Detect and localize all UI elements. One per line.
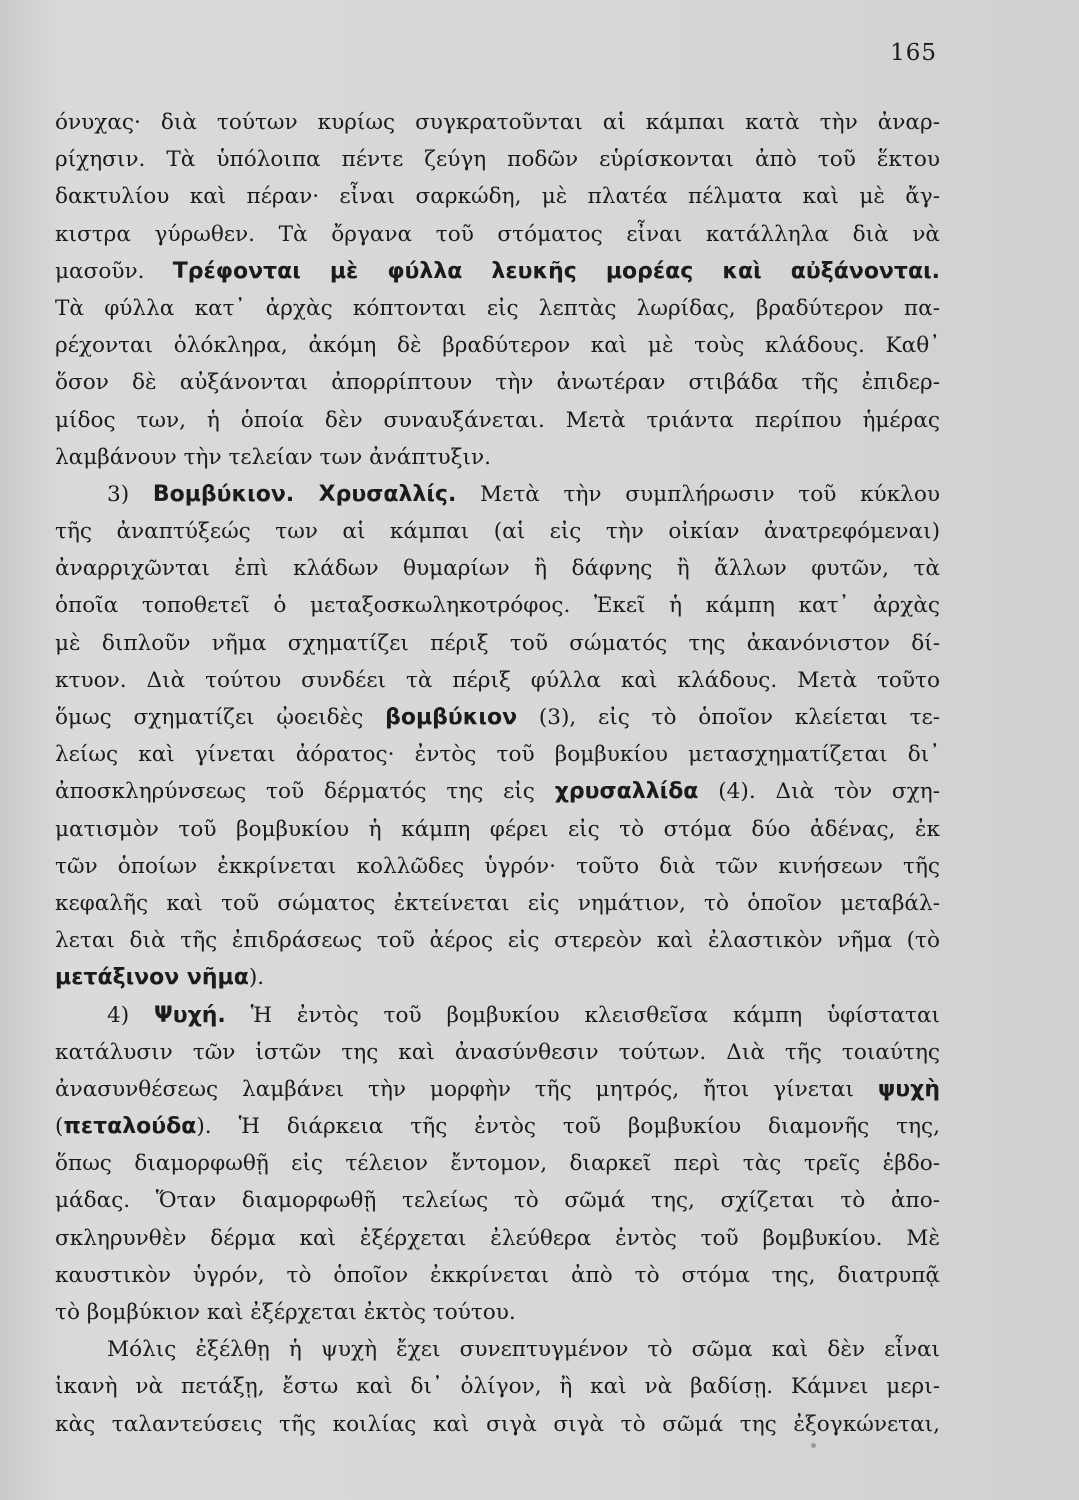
text-line: μίδος των, ἡ ὁποία δὲν συναυξάνεται. Μετὰ τριάντα περίπου ἡμέρας: [55, 407, 940, 433]
page-number: 165: [890, 40, 937, 66]
text-line: κιστρα γύρωθεν. Τὰ ὄργανα τοῦ στόματος εἶναι κατάλληλα διὰ νὰ: [55, 221, 940, 247]
text-line: λεται διὰ τῆς ἐπιδράσεως τοῦ ἀέρος εἰς στερεὸν καὶ ἐλαστικὸν νῆμα (τὸ: [55, 928, 940, 954]
text-line: μὲ διπλοῦν νῆμα σχηματίζει πέριξ τοῦ σώματός της ἀκανόνιστον δί-: [55, 630, 940, 656]
text-line: κεφαλῆς καὶ τοῦ σώματος ἐκτείνεται εἰς νημάτιον, τὸ ὁποῖον μεταβάλ-: [55, 890, 940, 916]
text-line: (πεταλούδα). Ἡ διάρκεια τῆς ἐντὸς τοῦ βομβυκίου διαμονῆς της,: [55, 1114, 940, 1140]
section-title: Βομβύκιον. Χρυσαλλίς.: [152, 481, 457, 507]
text-line: Τὰ φύλλα κατ᾽ ἀρχὰς κόπτονται εἰς λεπτὰς λωρίδας, βραδύτερον πα-: [55, 295, 940, 321]
text-line: κτυον. Διὰ τούτου συνδέει τὰ πέριξ φύλλα καὶ κλάδους. Μετὰ τοῦτο: [55, 667, 940, 693]
bold-term: χρυσαλλίδα: [554, 779, 699, 805]
text-line: τὸ βομβύκιον καὶ ἐξέρχεται ἐκτὸς τούτου.: [55, 1300, 516, 1325]
section-title: Ψυχή.: [154, 1002, 226, 1028]
text-line: κατάλυσιν τῶν ἱστῶν της καὶ ἀνασύνθεσιν τούτων. Διὰ τῆς τοιαύτης: [55, 1039, 940, 1065]
bold-term: μετάξινον νῆμα: [55, 965, 249, 991]
text-line: όνυχας· διὰ τούτων κυρίως συγκρατοῦνται αἱ κάμπαι κατὰ τὴν ἀναρ-: [55, 110, 940, 135]
text-line: ματισμὸν τοῦ βομβυκίου ἡ κάμπη φέρει εἰς τὸ στόμα δύο ἀδένας, ἐκ: [55, 816, 940, 842]
bold-term: βομβύκιον: [385, 705, 518, 730]
text-line: ρίχησιν. Τὰ ὑπόλοιπα πέντε ζεύγη ποδῶν εὑρίσκονται ἀπὸ τοῦ ἕκτου: [55, 147, 940, 173]
text-line: ἀνασυνθέσεως λαμβάνει τὴν μορφὴν τῆς μητρός, ἤτοι γίνεται ψυχὴ: [55, 1076, 940, 1102]
text-line: ὁποῖα τοποθετεῖ ὁ μεταξοσκωληκοτρόφος. Ἐκεῖ ἡ κάμπη κατ᾽ ἀρχὰς: [55, 593, 940, 619]
text-line: καυστικὸν ὑγρόν, τὸ ὁποῖον ἐκκρίνεται ἀπὸ τὸ στόμα της, διατρυπᾷ: [55, 1262, 940, 1288]
bold-phrase: Τρέφονται μὲ φύλλα λευκῆς μορέας καὶ αὐξάνονται.: [172, 258, 941, 284]
text-line: ὅπως διαμορφωθῇ εἰς τέλειον ἔντομον, διαρκεῖ περὶ τὰς τρεῖς ἑβδο-: [55, 1151, 940, 1177]
section-heading-line: 4) Ψυχή. Ἡ ἐντὸς τοῦ βομβυκίου κλεισθεῖσα κάμπη ὑφίσταται: [107, 1002, 940, 1028]
body-text: [55, 104, 940, 1443]
text-line: τῆς ἀναπτύξεώς των αἱ κάμπαι (αἱ εἰς τὴν οἰκίαν ἀνατρεφόμεναι): [55, 519, 940, 545]
text-line: μετάξινον νῆμα).: [55, 965, 265, 991]
text-line: τῶν ὁποίων ἐκκρίνεται κολλῶδες ὑγρόν· τοῦτο διὰ τῶν κινήσεων τῆς: [55, 853, 940, 879]
text-line: δακτυλίου καὶ πέραν· εἶναι σαρκώδη, μὲ πλατέα πέλματα καὶ μὲ ἄγ-: [55, 184, 940, 210]
text-line: μασοῦν. Τρέφονται μὲ φύλλα λευκῆς μορέας καὶ αὐξάνονται.: [55, 258, 941, 284]
text-line: ρέχονται ὁλόκληρα, ἀκόμη δὲ βραδύτερον καὶ μὲ τοὺς κλάδους. Καθ᾽: [55, 333, 940, 359]
text-line: ὅμως σχηματίζει ᾠοειδὲς βομβύκιον (3), εἰς τὸ ὁποῖον κλείεται τε-: [55, 705, 940, 730]
scan-speck: [811, 1443, 816, 1448]
text-line: λαμβάνουν τὴν τελείαν των ἀνάπτυξιν.: [55, 444, 491, 470]
text-line: λείως καὶ γίνεται ἀόρατος· ἐντὸς τοῦ βομβυκίου μετασχηματίζεται δι᾽: [55, 742, 940, 768]
text-line: ἱκανὴ νὰ πετάξῃ, ἔστω καὶ δι᾽ ὀλίγον, ἢ καὶ νὰ βαδίσῃ. Κάμνει μερι-: [55, 1374, 940, 1400]
section-heading-line: 3) Βομβύκιον. Χρυσαλλίς. Μετὰ τὴν συμπλήρωσιν τοῦ κύκλου: [107, 481, 940, 507]
bold-term: πεταλούδα: [63, 1114, 197, 1140]
bold-term: ψυχὴ: [877, 1076, 940, 1102]
text-line: ἀποσκληρύνσεως τοῦ δέρματός της εἰς χρυσαλλίδα (4). Διὰ τὸν σχη-: [55, 779, 940, 805]
text-line: σκληρυνθὲν δέρμα καὶ ἐξέρχεται ἐλεύθερα ἐντὸς τοῦ βομβυκίου. Μὲ: [55, 1225, 940, 1251]
text-line: μάδας. Ὅταν διαμορφωθῇ τελείως τὸ σῶμά της, σχίζεται τὸ ἀπο-: [55, 1188, 940, 1214]
text-line: κὰς ταλαντεύσεις τῆς κοιλίας καὶ σιγὰ σιγὰ τὸ σῶμά της ἐξογκώνεται,: [55, 1411, 940, 1437]
text-line: Μόλις ἐξέλθῃ ἡ ψυχὴ ἔχει συνεπτυγμένον τὸ σῶμα καὶ δὲν εἶναι: [107, 1337, 940, 1363]
text-line: ὅσον δὲ αὐξάνονται ἀπορρίπτουν τὴν ἀνωτέραν στιβάδα τῆς ἐπιδερ-: [55, 370, 940, 396]
text-line: ἀναρριχῶνται ἐπὶ κλάδων θυμαρίων ἢ δάφνης ἢ ἄλλων φυτῶν, τὰ: [55, 556, 940, 582]
